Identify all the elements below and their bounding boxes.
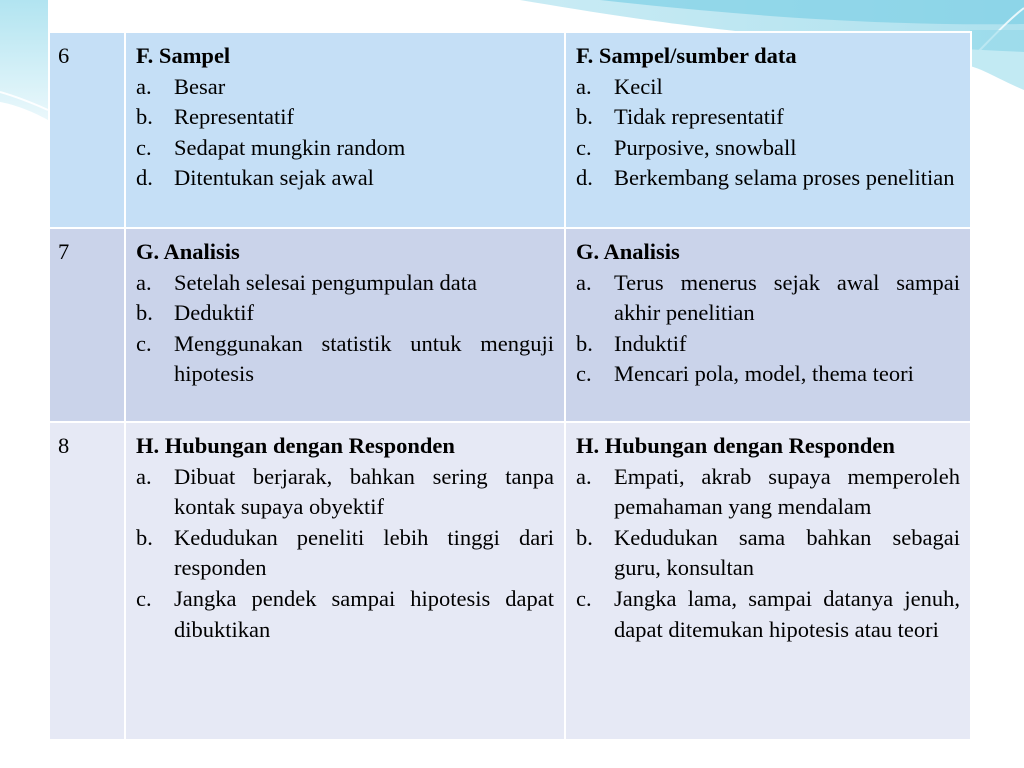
- item-marker: a.: [136, 269, 152, 295]
- item-text: Berkembang selama proses penelitian: [614, 165, 955, 191]
- cell-heading: H. Hubungan dengan Responden: [576, 433, 895, 458]
- row-number: 7: [49, 228, 125, 422]
- list-item: [576, 163, 960, 194]
- item-list: [136, 462, 554, 646]
- table-row: [49, 228, 971, 422]
- list-item: [136, 133, 554, 164]
- item-marker: b.: [576, 330, 593, 356]
- item-marker: b.: [136, 524, 153, 550]
- qualitative-cell: [565, 228, 971, 422]
- item-text: Terus menerus sejak awal sampai akhir penelitian: [614, 269, 960, 326]
- list-item: [136, 584, 554, 645]
- item-marker: a.: [576, 269, 592, 295]
- list-item: [136, 523, 554, 584]
- list-item: [136, 72, 554, 103]
- item-text: Mencari pola, model, thema teori: [614, 361, 914, 387]
- item-text: Besar: [174, 73, 226, 99]
- item-text: Kecil: [614, 73, 663, 99]
- item-marker: d.: [576, 165, 593, 191]
- item-marker: c.: [136, 134, 152, 160]
- item-text: Dibuat berjarak, bahkan sering tanpa kontak supaya obyektif: [174, 463, 554, 520]
- list-item: [136, 462, 554, 523]
- table-row: [49, 422, 971, 740]
- item-marker: c.: [576, 585, 592, 611]
- item-text: Jangka lama, sampai datanya jenuh, dapat ditemukan hipotesis atau teori: [614, 585, 960, 642]
- comparison-table: [48, 31, 972, 741]
- item-marker: a.: [136, 463, 152, 489]
- row-number: 6: [49, 32, 125, 228]
- comparison-table-wrap: [48, 31, 970, 741]
- item-list: [136, 268, 554, 390]
- list-item: [576, 523, 960, 584]
- list-item: [576, 268, 960, 329]
- list-item: [576, 72, 960, 103]
- item-marker: c.: [576, 134, 592, 160]
- quantitative-cell: [125, 32, 565, 228]
- item-marker: a.: [576, 73, 592, 99]
- item-list: [576, 268, 960, 390]
- item-list: [576, 72, 960, 194]
- item-marker: a.: [136, 73, 152, 99]
- item-text: Setelah selesai pengumpulan data: [174, 269, 478, 295]
- list-item: [576, 102, 960, 133]
- item-marker: b.: [576, 524, 593, 550]
- item-text: Ditentukan sejak awal: [174, 165, 374, 191]
- item-marker: b.: [136, 104, 153, 130]
- item-text: Purposive, snowball: [614, 134, 797, 160]
- list-item: [576, 329, 960, 360]
- item-list: [136, 72, 554, 194]
- cell-heading: F. Sampel/sumber data: [576, 43, 797, 68]
- list-item: [136, 298, 554, 329]
- list-item: [576, 133, 960, 164]
- cell-heading: G. Analisis: [136, 239, 240, 264]
- item-text: Induktif: [614, 330, 687, 356]
- item-text: Representatif: [174, 104, 294, 130]
- item-marker: b.: [576, 104, 593, 130]
- list-item: [576, 584, 960, 645]
- qualitative-cell: [565, 32, 971, 228]
- item-text: Empati, akrab supaya memperoleh pemahaman yang mendalam: [614, 463, 960, 520]
- list-item: [576, 462, 960, 523]
- row-number: 8: [49, 422, 125, 740]
- list-item: [136, 102, 554, 133]
- item-marker: c.: [136, 585, 152, 611]
- list-item: [136, 268, 554, 299]
- item-text: Tidak representatif: [614, 104, 784, 130]
- quantitative-cell: [125, 228, 565, 422]
- item-text: Deduktif: [174, 300, 254, 326]
- item-list: [576, 462, 960, 646]
- item-marker: d.: [136, 165, 153, 191]
- cell-heading: H. Hubungan dengan Responden: [136, 433, 455, 458]
- item-marker: c.: [136, 330, 152, 356]
- item-marker: a.: [576, 463, 592, 489]
- qualitative-cell: [565, 422, 971, 740]
- table-row: [49, 32, 971, 228]
- item-text: Kedudukan sama bahkan sebagai guru, konsultan: [614, 524, 960, 581]
- item-text: Jangka pendek sampai hipotesis dapat dibuktikan: [174, 585, 554, 642]
- item-text: Kedudukan peneliti lebih tinggi dari responden: [174, 524, 554, 581]
- list-item: [576, 359, 960, 390]
- item-marker: b.: [136, 300, 153, 326]
- list-item: [136, 163, 554, 194]
- item-text: Sedapat mungkin random: [174, 134, 406, 160]
- cell-heading: F. Sampel: [136, 43, 231, 68]
- list-item: [136, 329, 554, 390]
- item-text: Menggunakan statistik untuk menguji hipotesis: [174, 330, 554, 387]
- item-marker: c.: [576, 361, 592, 387]
- quantitative-cell: [125, 422, 565, 740]
- cell-heading: G. Analisis: [576, 239, 680, 264]
